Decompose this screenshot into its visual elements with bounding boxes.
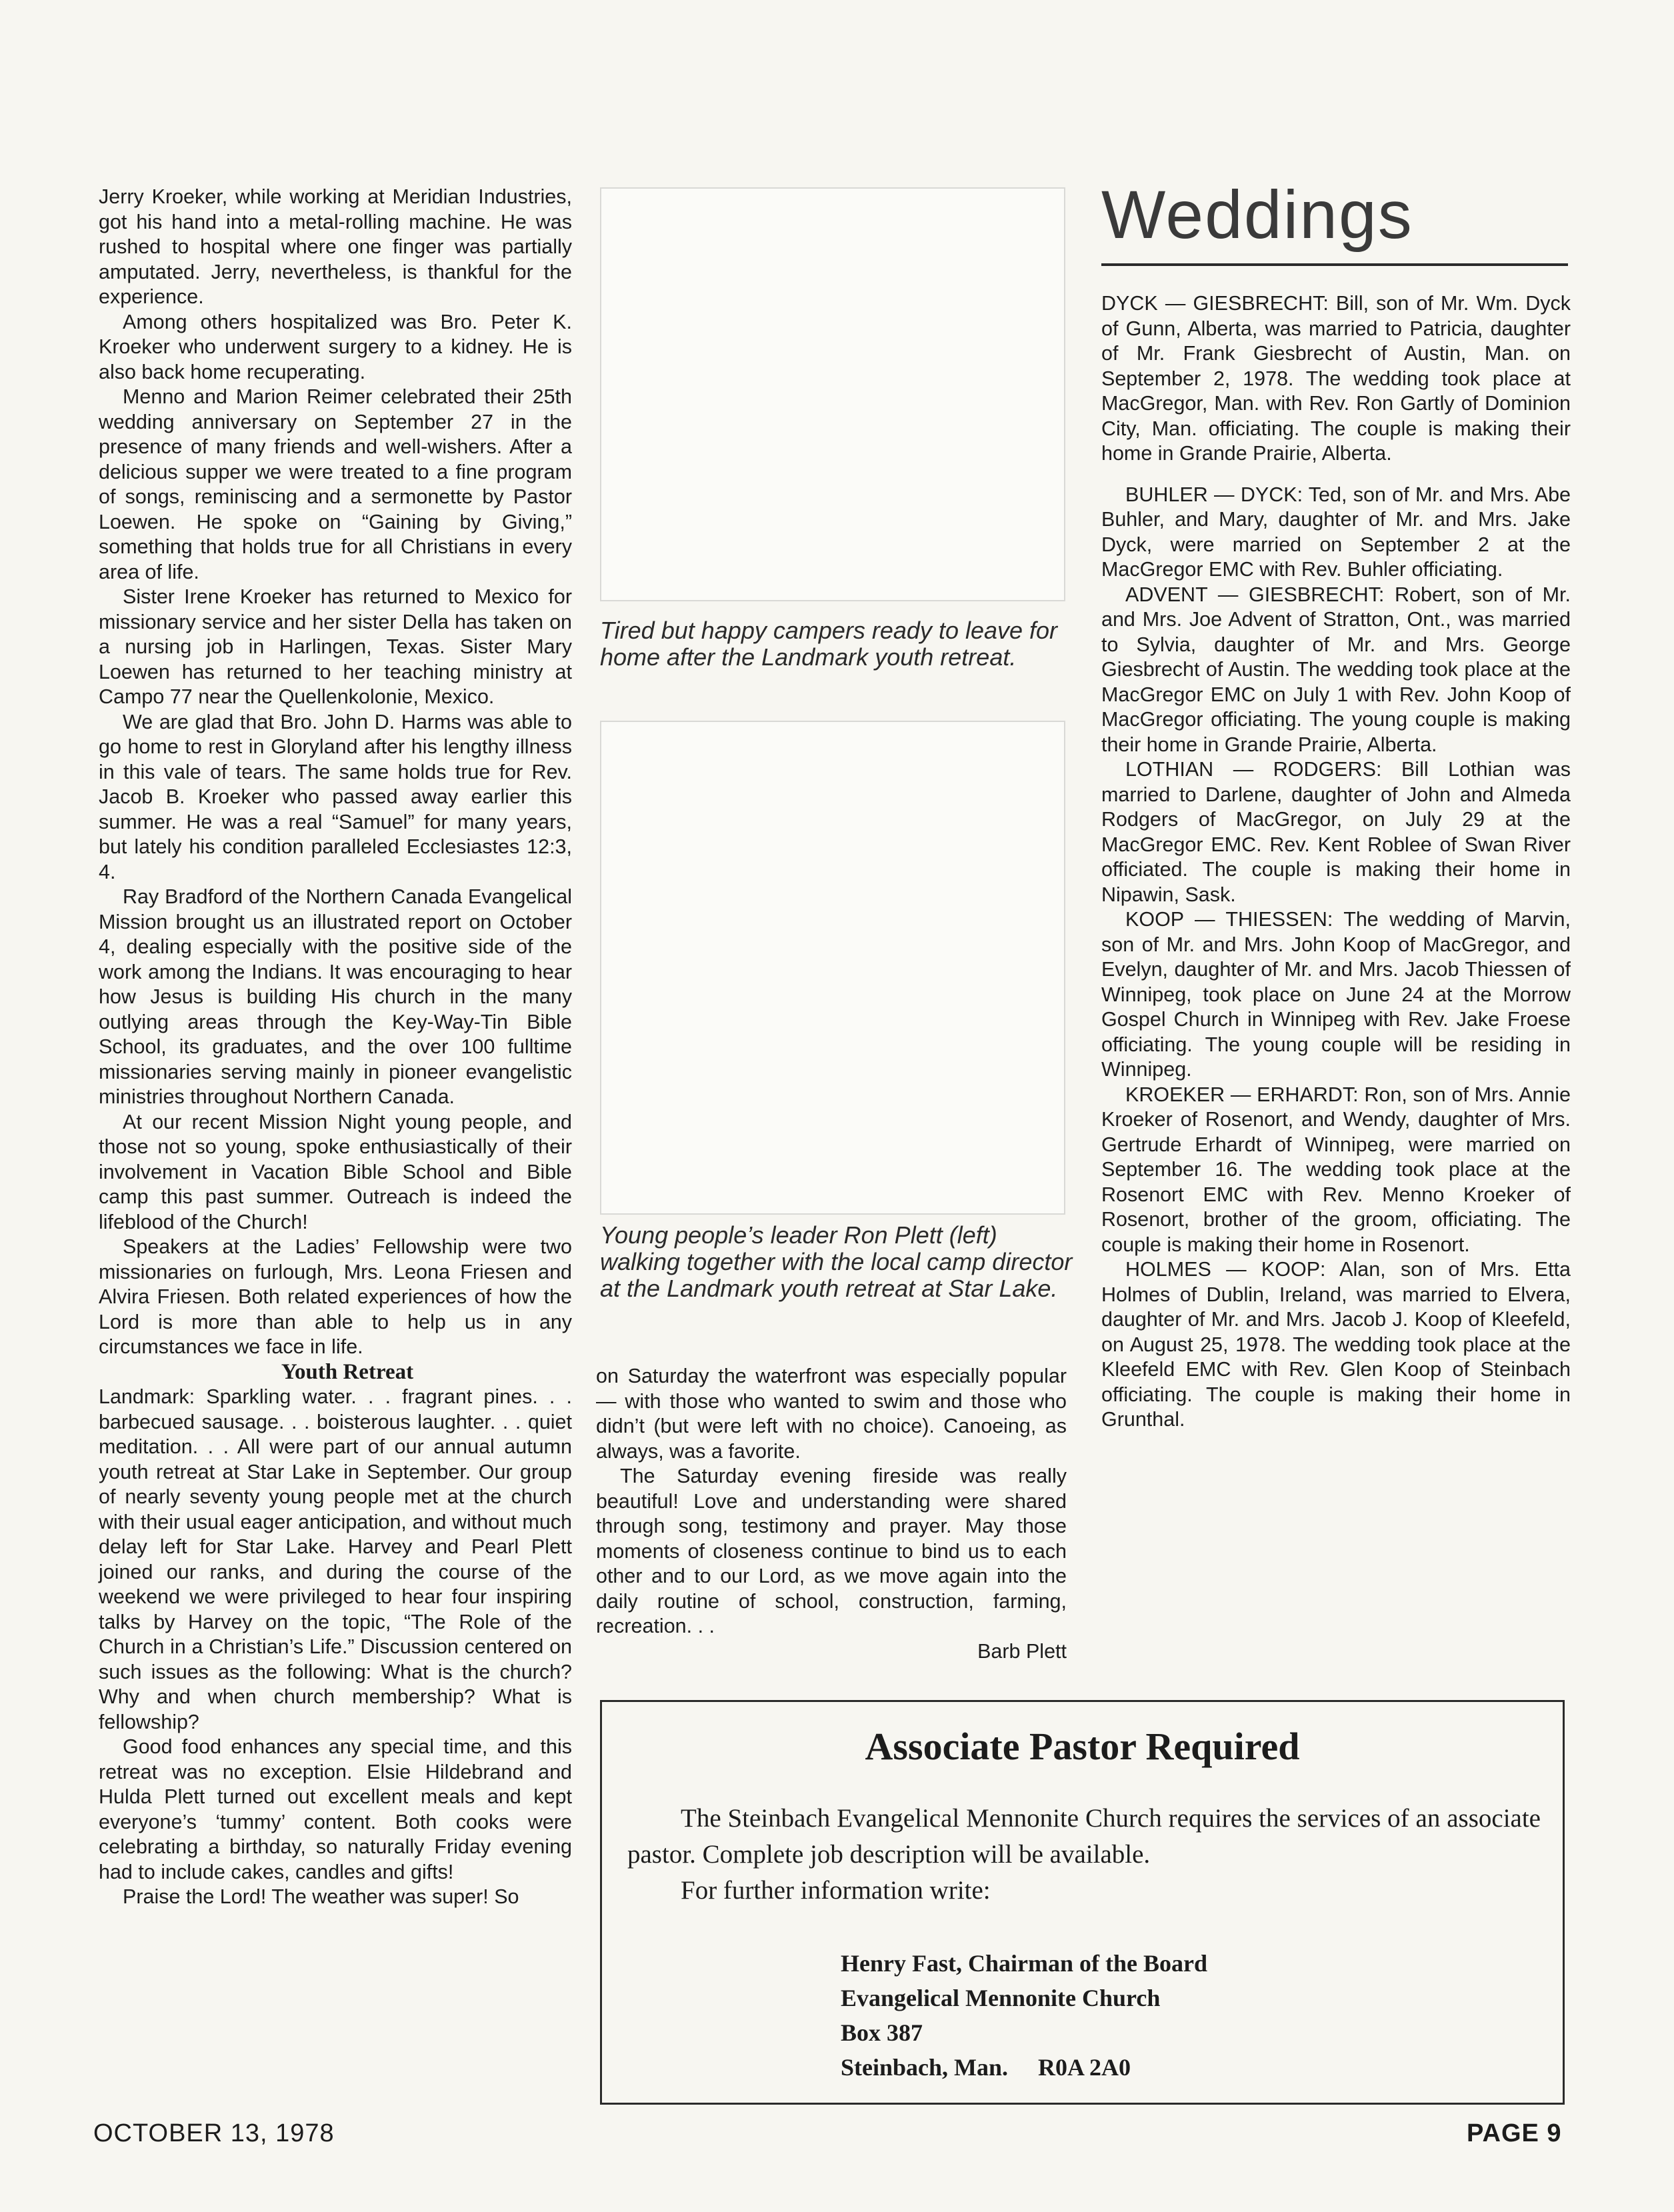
article-column-1 [99, 185, 572, 1910]
ad-body [627, 1801, 1541, 1909]
article-paragraph: Good food enhances any special time, and this retreat was no exception. Elsie Hildebrand and Hulda Plett turned out excellent meals and kept everyone’s ‘tummy’ content. Both cooks were celebrating a birthday, so naturally Friday evening had to include cakes, candles and gifts! [99, 1735, 572, 1883]
wedding-announcement: KROEKER — ERHARDT: Ron, son of Mrs. Annie Kroeker of Rosenort, and Wendy, daughter of Mrs. Gertrude Erhardt of Winnipeg, were married on September 16. The wedding took place at the Rosenort EMC with Rev. Menno Kroeker of Rosenort, brother of the groom, officiating. The couple is making their home in Rosenort. [1101, 1083, 1571, 1256]
ad-body-text: For further information write: [681, 1876, 991, 1905]
wedding-announcement: DYCK — GIESBRECHT: Bill, son of Mr. Wm. Dyck of Gunn, Alberta, was married to Patricia, daughter of Mr. Frank Giesbrecht of Austin, Man. on September 2, 1978. The wedding took place at MacGregor, Man. with Rev. Ron Gartly of Dominion City, Man. officiating. The couple is making their home in Grande Prairie, Alberta. [1101, 292, 1571, 465]
article-paragraph: Menno and Marion Reimer celebrated their 25th wedding anniversary on September 27 in the presence of many friends and well-wishers. After a delicious supper we were treated to a fine program of songs, reminiscing and a sermonette by Pastor Loewen. He spoke on “Gaining by Giving,” something that holds true for all Christians in every area of life. [99, 385, 572, 583]
address-line: Box 387 [841, 2019, 923, 2046]
ad-title: Associate Pastor Required [865, 1725, 1300, 1768]
page-number: PAGE 9 [1467, 2119, 1562, 2147]
photo-youth-leader [600, 721, 1065, 1215]
associate-pastor-ad [600, 1700, 1565, 2105]
article-paragraph: Speakers at the Ladies’ Fellowship were two missionaries on furlough, Mrs. Leona Friesen and Alvira Friesen. Both related experiences of how the Lord is more than able to help us in any circumstances we face in life. [99, 1235, 572, 1358]
article-column-2 [596, 1364, 1067, 1664]
section-heading-weddings: Weddings [1101, 177, 1413, 253]
ad-contact-address [841, 1946, 1207, 2085]
article-paragraph: The Saturday evening fireside was really beautiful! Love and understanding were shared through song, testimony and prayer. May those moments of closeness continue to bind us to each other and to our Lord, as we move again into the daily routine of school, construction, farming, recreation. . . [596, 1465, 1067, 1637]
article-paragraph: Praise the Lord! The weather was super! So [123, 1885, 519, 1908]
address-line: Steinbach, Man. R0A 2A0 [841, 2054, 1131, 2081]
wedding-announcement: ADVENT — GIESBRECHT: Robert, son of Mr. and Mrs. Joe Advent of Stratton, Ont., was married to Sylvia, daughter of Mr. and Mrs. George Giesbrecht of Austin. The wedding took place at the MacGregor EMC on July 1 with Rev. John Koop of MacGregor officiating. The young couple is making their home in Grande Prairie, Alberta. [1101, 583, 1571, 756]
address-line: Henry Fast, Chairman of the Board [841, 1950, 1207, 1977]
author-signature: Barb Plett [977, 1639, 1067, 1663]
article-paragraph: Sister Irene Kroeker has returned to Mexico for missionary service and her sister Della has taken on a nursing job in Harlingen, Texas. Sister Mary Loewen has returned to her teaching ministry at Campo 77 near the Quellenkolonie, Mexico. [99, 585, 572, 708]
ad-body-text: The Steinbach Evangelical Mennonite Church requires the services of an associate pastor. Complete job description will be available. [627, 1804, 1541, 1869]
photo-caption: Young people’s leader Ron Plett (left) walking together with the local camp director at the Landmark youth retreat at Star Lake. [600, 1221, 1073, 1302]
wedding-announcement: BUHLER — DYCK: Ted, son of Mr. and Mrs. Abe Buhler, and Mary, daughter of Mr. and Mrs. Jake Dyck, were married on September 2 at the MacGregor EMC with Rev. Buhler officiating. [1101, 483, 1571, 581]
article-paragraph: on Saturday the waterfront was especially popular — with those who wanted to swim and those who didn’t (but were left with no choice). Canoeing, as always, was a favorite. [596, 1365, 1067, 1463]
weddings-column [1101, 291, 1571, 1433]
section-subheading: Youth Retreat [281, 1359, 414, 1384]
photo-caption: Tired but happy campers ready to leave for home after the Landmark youth retreat. [600, 617, 1058, 671]
article-paragraph: We are glad that Bro. John D. Harms was able to go home to rest in Gloryland after his lengthy illness in this vale of tears. The same holds true for Rev. Jacob B. Kroeker who passed away earlier this summer. He was a real “Samuel” for many years, but lately his condition paralleled Ecclesiastes 12:3, 4. [99, 710, 572, 883]
issue-date: OCTOBER 13, 1978 [93, 2119, 335, 2147]
heading-rule [1101, 263, 1568, 266]
wedding-announcement: HOLMES — KOOP: Alan, son of Mrs. Etta Holmes of Dublin, Ireland, was married to Elvera, daughter of Mr. and Mrs. Jacob J. Koop of Kleefeld, on August 25, 1978. The wedding took place at the Kleefeld EMC with Rev. Glen Koop of Steinbach officiating. The couple is making their home in Grunthal. [1101, 1258, 1571, 1431]
article-paragraph: Jerry Kroeker, while working at Meridian Industries, got his hand into a metal-rolling machine. He was rushed to hospital where one finger was partially amputated. Jerry, nevertheless, is thankful for the experience. [99, 185, 572, 308]
address-line: Evangelical Mennonite Church [841, 1985, 1161, 2011]
article-paragraph: Landmark: Sparkling water. . . fragrant pines. . . barbecued sausage. . . boisterous laughter. . . quiet meditation. . . All were part of our annual autumn youth retreat at Star Lake in September. Our group of nearly seventy young people met at the church with their usual eager anticipation, and without much delay left for Star Lake. Harvey and Pearl Plett joined our ranks, and during the course of the weekend we were privileged to hear four inspiring talks by Harvey on the topic, “The Role of the Church in a Christian’s Life.” Discussion centered on such issues as the following: What is the church? Why and when church membership? What is fellowship? [99, 1385, 572, 1733]
article-paragraph: Among others hospitalized was Bro. Peter K. Kroeker who underwent surgery to a kidney. He is also back home recuperating. [99, 310, 572, 383]
photo-campers [600, 187, 1065, 601]
article-paragraph: At our recent Mission Night young people, and those not so young, spoke enthusiastically of their involvement in Vacation Bible School and Bible camp this past summer. Outreach is indeed the lifeblood of the Church! [99, 1110, 572, 1233]
article-paragraph: Ray Bradford of the Northern Canada Evangelical Mission brought us an illustrated report on October 4, dealing especially with the positive side of the work among the Indians. It was encouraging to hear how Jesus is building His church in the many outlying areas through the Key-Way-Tin Bible School, its graduates, and the over 100 fulltime missionaries serving mainly in pioneer evangelistic ministries throughout Northern Canada. [99, 885, 572, 1108]
wedding-announcement: LOTHIAN — RODGERS: Bill Lothian was married to Darlene, daughter of John and Almeda Rodgers of MacGregor, on July 29 at the MacGregor EMC. Rev. Kent Roblee of Swan River officiated. The couple is making their home in Nipawin, Sask. [1101, 758, 1571, 906]
wedding-announcement: KOOP — THIESSEN: The wedding of Marvin, son of Mr. and Mrs. John Koop of MacGregor, and Evelyn, daughter of Mr. and Mrs. Jacob Thiessen of Winnipeg, took place on June 24 at the Morrow Gospel Church in Winnipeg with Rev. Jake Froese officiating. The young couple will be residing in Winnipeg. [1101, 908, 1571, 1081]
